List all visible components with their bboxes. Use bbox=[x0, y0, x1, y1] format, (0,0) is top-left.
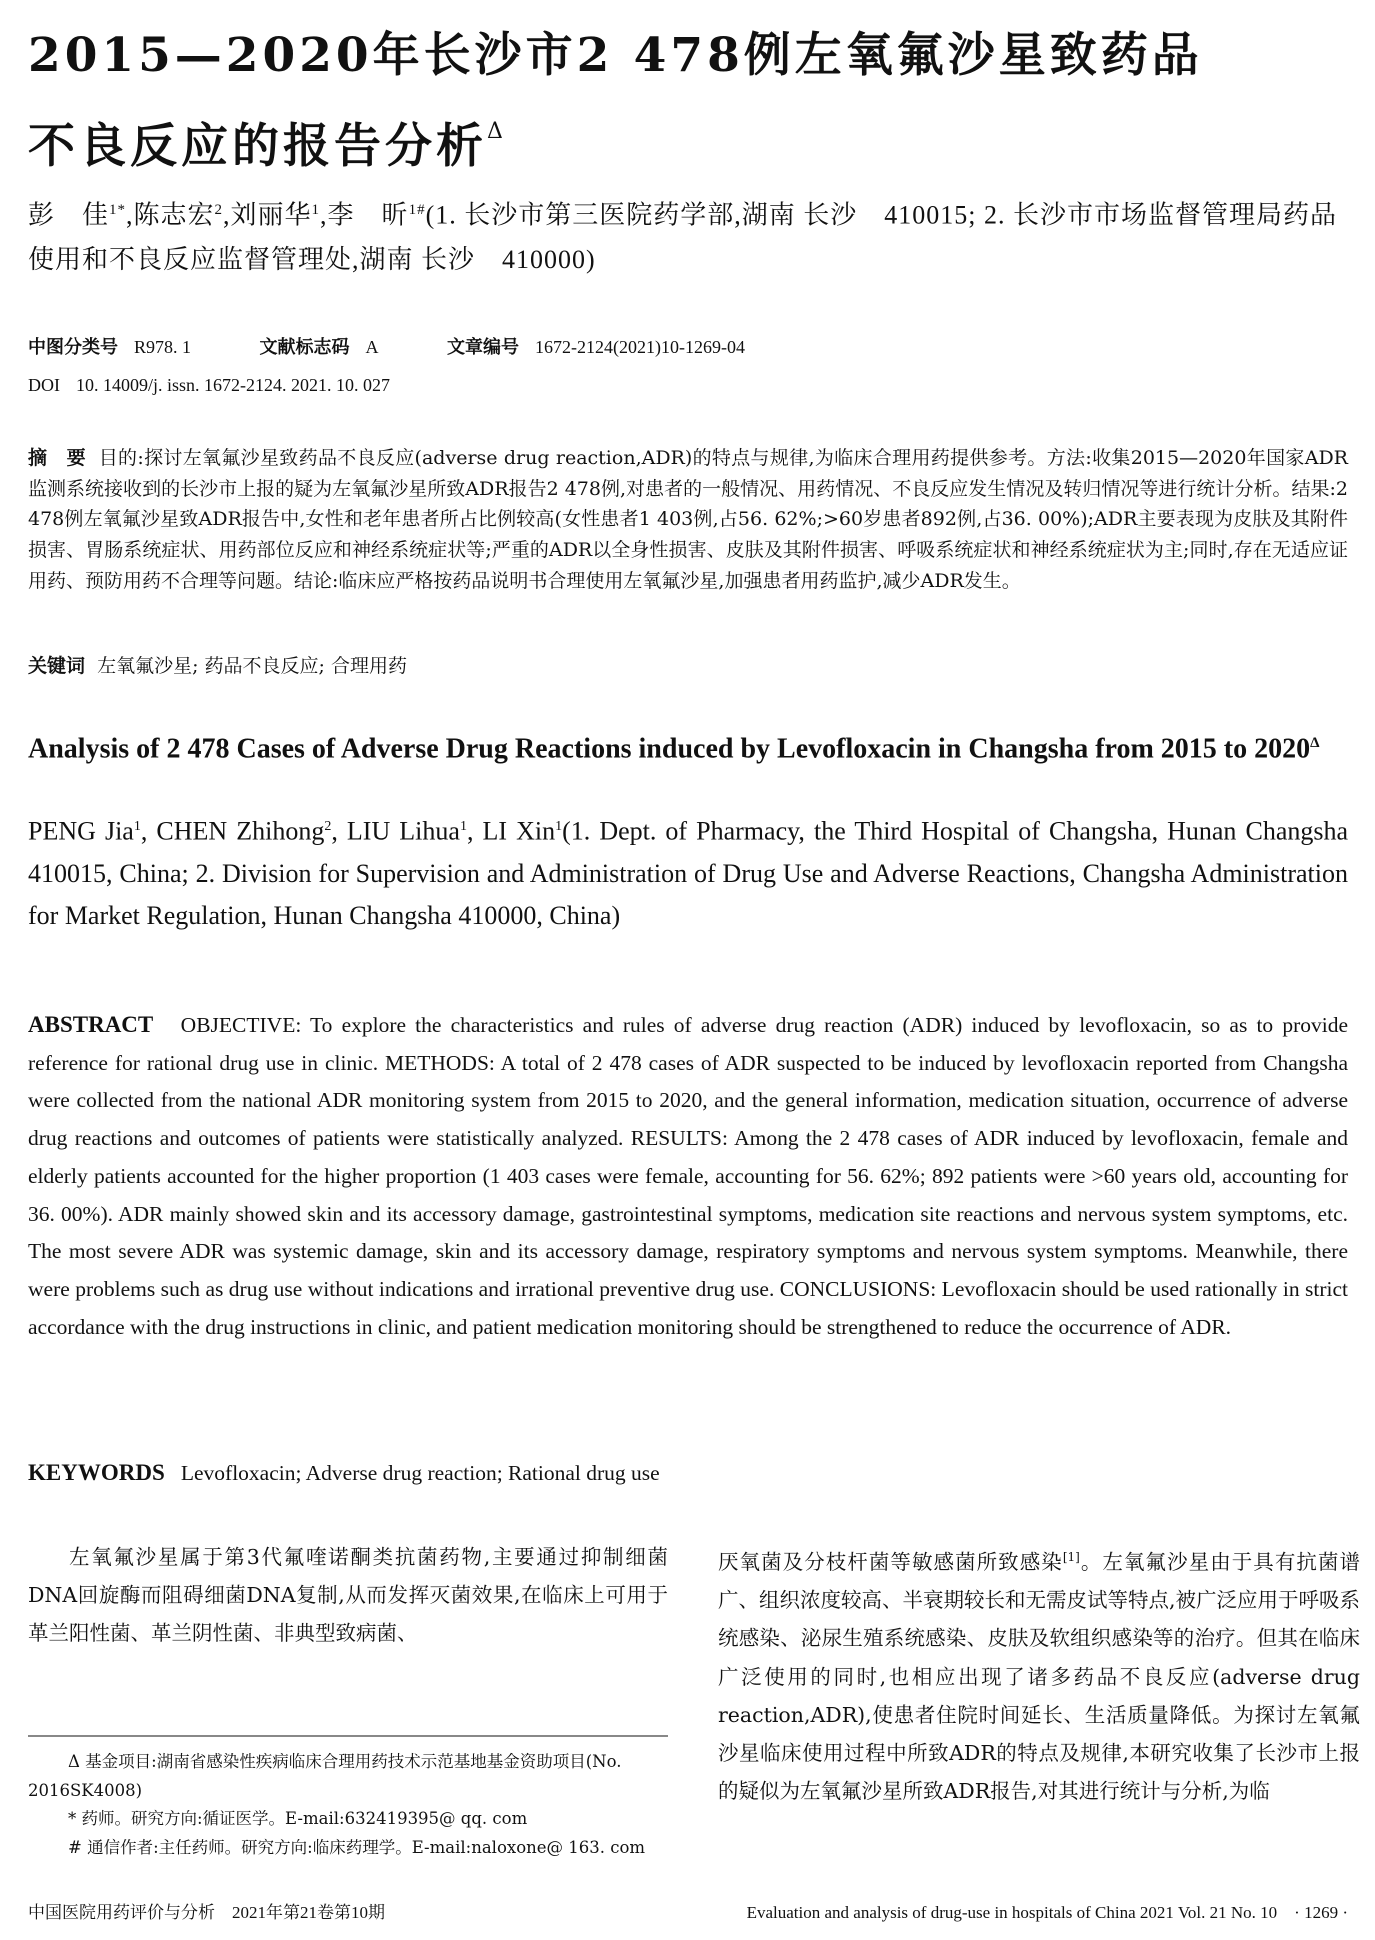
author-name-en: LIU Lihua bbox=[346, 816, 460, 846]
author-name: 李 昕 bbox=[327, 200, 409, 230]
affiliations-en: (1. Dept. of Pharmacy, the Third Hospital of Changsha, Hunan Changsha 410015, China; 2. Division for Supervision and Administration of Drug Use and Adverse Reactions, Changsha Administration for Market Regulation, Hunan Changsha 410000, China) bbox=[28, 816, 1349, 930]
author-sup-en: 2 bbox=[324, 819, 332, 834]
affiliations-zh: (1. 长沙市第三医院药学部,湖南 长沙 410015; 2. 长沙市市场监督管理局药品使用和不良反应监督管理处,湖南 长沙 410000) bbox=[28, 200, 1337, 274]
fund-mark-en: Δ bbox=[1310, 735, 1320, 751]
keywords-english bbox=[28, 1458, 1348, 1488]
body-paragraph-continued: 厌氧菌及分枝杆菌等敏感菌所致感染 bbox=[718, 1550, 1063, 1574]
author-name: 彭 佳 bbox=[28, 200, 110, 230]
footer-journal-en: Evaluation and analysis of drug-use in hospitals of China 2021 Vol. 21 No. 10 · 1269 · bbox=[746, 1903, 1348, 1922]
author-sup: 1 bbox=[311, 202, 321, 218]
keywords-chinese bbox=[28, 651, 1348, 681]
abstract-chinese bbox=[28, 443, 1348, 597]
doi-value: 10. 14009/j. issn. 1672-2124. 2021. 10. 027 bbox=[76, 375, 391, 395]
title-english bbox=[28, 723, 1348, 769]
doi-label: DOI bbox=[28, 375, 60, 395]
authors-english: PENG Jia$^1$, CHEN Zhihong$^2$, LIU Lihua$^1$, LI Xin$^1$(1. Dept. of Pharmacy, the Third Hospital of Changsha, Hunan Changsha 410015, China; 2. Division for Supervision and Administration of Drug Use and Adverse Reactions, Changsha Administration for Market Regulation, Hunan Changsha 410000, China) bbox=[28, 816, 1349, 930]
doc-code-value: A bbox=[365, 337, 379, 357]
author-sup-en: 1 bbox=[133, 819, 141, 834]
running-footer bbox=[28, 1900, 1348, 1926]
body-paragraph: 左氧氟沙星属于第3代氟喹诺酮类抗菌药物,主要通过抑制细菌DNA回旋酶而阻碍细菌DNA复制,从而发挥灭菌效果,在临床上可用于革兰阳性菌、革兰阴性菌、非典型致病菌、 bbox=[28, 1545, 668, 1646]
title-chinese bbox=[28, 18, 1348, 185]
footnote-fund: Δ 基金项目:湖南省感染性疾病临床合理用药技术示范基地基金资助项目(No. 2016SK4008) bbox=[28, 1752, 622, 1800]
body-paragraph-continued-2: 。左氧氟沙星由于具有抗菌谱广、组织浓度较高、半衰期较长和无需皮试等特点,被广泛应用于呼吸系统感染、泌尿生殖系统感染、皮肤及软组织感染等的治疗。但其在临床广泛使用的同时,也相应出现了诸多药品不良反应(adverse drug reaction,ADR),使患者住院时间延长、生活质量降低。为探讨左氧氟沙星临床使用过程中所致ADR的特点及规律,本研究收集了长沙市上报的疑似为左氧氟沙星所致ADR报告,对其进行统计与分析,为临 bbox=[718, 1550, 1361, 1804]
author-name: 陈志宏 bbox=[133, 200, 215, 230]
title-en-text: Analysis of 2 478 Cases of Adverse Drug Reactions induced by Levofloxacin in Changsha from 2015 to 2020 bbox=[28, 733, 1311, 765]
classification-line bbox=[28, 334, 745, 361]
doc-code-label: 文献标志码 bbox=[259, 337, 350, 358]
footnote-author: * 药师。研究方向:循证医学。E-mail:632419395@ qq. com bbox=[68, 1809, 528, 1828]
clc-value: R978. 1 bbox=[134, 337, 192, 357]
footer-journal-zh: 中国医院用药评价与分析 2021年第21卷第10期 bbox=[28, 1903, 385, 1922]
doi-line bbox=[28, 372, 390, 398]
author-sup-en: 1 bbox=[555, 819, 563, 834]
abstract-en-text: OBJECTIVE: To explore the characteristics and rules of adverse drug reaction (ADR) induced by levofloxacin, so as to provide reference for rational drug use in clinic. METHODS: A total of 2 478 cases of ADR suspected to be induced by levofloxacin reported from Changsha were collected from the national ADR monitoring system from 2015 to 2020, and the general information, medication situation, occurrence of adverse drug reactions and outcomes of patients were statistically analyzed. RESULTS: Among the 2 478 cases of ADR induced by levofloxacin, female and elderly patients accounted for the higher proportion (1 403 cases were female, accounting for 56. 62%; 892 patients were >60 years old, accounting for 36. 00%). ADR mainly showed skin and its accessory damage, gastrointestinal symptoms, medication site reactions and nervous system symptoms, etc. The most severe ADR was systemic damage, skin and its accessory damage, respiratory symptoms and nervous system symptoms. Meanwhile, there were problems such as drug use without indications and irrational preventive drug use. CONCLUSIONS: Levofloxacin should be used rationally in strict accordance with the drug instructions in clinic, and patient medication monitoring should be strengthened to reduce the occurrence of ADR. bbox=[28, 1013, 1348, 1339]
article-no-label: 文章编号 bbox=[447, 337, 520, 358]
keywords-zh-label: 关键词 bbox=[28, 655, 86, 677]
author-sup: 1# bbox=[408, 202, 426, 218]
body-column-left bbox=[28, 1538, 668, 1653]
citation-link[interactable]: [1] bbox=[1062, 1550, 1080, 1564]
article-no-value: 1672-2124(2021)10-1269-04 bbox=[535, 337, 745, 357]
author-sup: 1* bbox=[109, 202, 127, 218]
abstract-english bbox=[28, 1006, 1348, 1346]
abstract-zh-text: 目的:探讨左氧氟沙星致药品不良反应(adverse drug reaction,ADR)的特点与规律,为临床合理用药提供参考。方法:收集2015—2020年国家ADR监测系统接收到的长沙市上报的疑为左氧氟沙星所致ADR报告2 478例,对患者的一般情况、用药情况、不良反应发生情况及转归情况等进行统计分析。结果:2 478例左氧氟沙星致ADR报告中,女性和老年患者所占比例较高(女性患者1 403例,占56. 62%;>60岁患者892例,占36. 00%);ADR主要表现为皮肤及其附件损害、胃肠系统症状、用药部位反应和神经系统症状等;严重的ADR以全身性损害、皮肤及其附件损害、呼吸系统症状和神经系统症状为主;同时,存在无适应证用药、预防用药不合理等问题。结论:临床应严格按药品说明书合理使用左氧氟沙星,加强患者用药监护,减少ADR发生。 bbox=[28, 447, 1348, 592]
footnote-corresponding: # 通信作者:主任药师。研究方向:临床药理学。E-mail:naloxone@ 163. com bbox=[68, 1837, 646, 1857]
title-zh-line1: 2015—2020年长沙市2 478例左氧氟沙星致药品 bbox=[28, 28, 1203, 83]
authors-chinese: 彭 佳$^{1*}$,陈志宏$^2$,刘丽华$^1$,李 昕$^{1\#}$(1. 长沙市第三医院药学部,湖南 长沙 410015; 2. 长沙市市场监督管理局药品使用和不良反应监督管理处,湖南 长沙 410000) bbox=[28, 200, 1337, 274]
author-name: 刘丽华 bbox=[230, 200, 312, 230]
fund-mark: Δ bbox=[487, 119, 507, 144]
title-zh-line2: 不良反应的报告分析 bbox=[28, 119, 487, 174]
abstract-zh-label: 摘 要 bbox=[28, 447, 86, 469]
keywords-zh-text: 左氧氟沙星; 药品不良反应; 合理用药 bbox=[97, 655, 407, 677]
body-column-right bbox=[718, 1538, 1360, 1810]
footnote-divider bbox=[28, 1735, 668, 1737]
author-name-en: PENG Jia bbox=[28, 816, 134, 846]
keywords-en-text: Levofloxacin; Adverse drug reaction; Rational drug use bbox=[180, 1461, 660, 1485]
abstract-en-label: ABSTRACT bbox=[28, 1012, 154, 1037]
author-name-en: LI Xin bbox=[482, 816, 556, 846]
author-sup-en: 1 bbox=[459, 819, 467, 834]
footnotes bbox=[28, 1748, 668, 1862]
keywords-en-label: KEYWORDS bbox=[28, 1460, 165, 1485]
clc-label: 中图分类号 bbox=[28, 337, 118, 358]
author-name-en: CHEN Zhihong bbox=[156, 816, 325, 846]
author-sup: 2 bbox=[214, 202, 224, 218]
